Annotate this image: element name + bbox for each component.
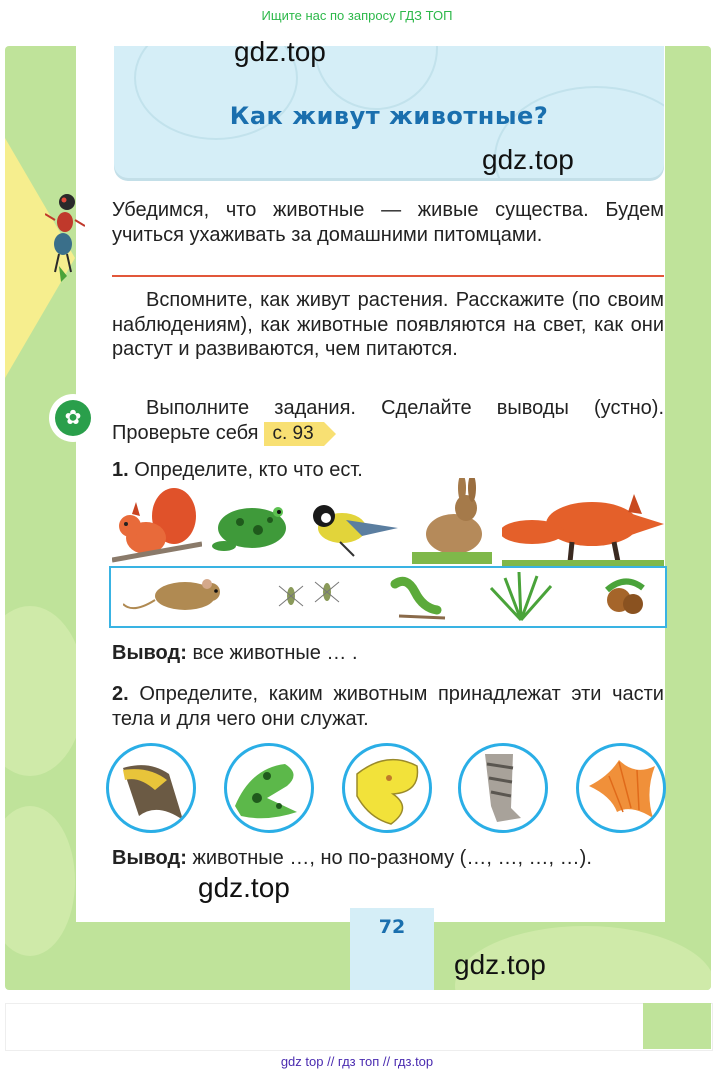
instructions-paragraph — [112, 396, 664, 446]
body-parts-row — [106, 743, 666, 835]
conclusion-1 — [112, 641, 664, 666]
hare-icon — [412, 478, 492, 564]
conclusion-2 — [112, 846, 664, 871]
task-text: Определите, кто что ест. — [134, 459, 363, 481]
frog-icon — [212, 500, 290, 556]
stars-icon: ✿ — [55, 400, 91, 436]
watermark: gdz.top — [482, 144, 574, 175]
watermark: gdz.top — [234, 36, 326, 67]
tit-bird-icon — [302, 498, 402, 558]
bird-wing-icon — [106, 743, 196, 833]
butterfly-wing-icon — [342, 743, 432, 833]
task-number: 2. — [112, 683, 129, 705]
watermark: gdz.top — [454, 949, 546, 980]
mouse-icon — [123, 574, 233, 620]
search-hint-link[interactable]: Ищите нас по запросу ГДЗ ТОП — [261, 8, 453, 23]
page-title: Как живут животные? — [229, 102, 549, 130]
conclusion-text: животные …, но по-разному (…, …, …, …). — [192, 847, 592, 869]
watermark: gdz.top — [198, 872, 290, 903]
task-text: Определите, каким животным принадлежат эти части тела и для чего они служат. — [112, 683, 664, 730]
page-number-tab — [350, 908, 434, 990]
textbook-page — [5, 46, 711, 990]
grass-icon — [485, 570, 557, 622]
insects-icon — [269, 572, 359, 622]
conclusion-text: все животные … . — [192, 642, 358, 664]
next-page-edge — [643, 1003, 711, 1049]
footer-links[interactable]: gdz top // гдз топ // гдз.top — [280, 1054, 434, 1069]
animals-row — [112, 478, 664, 564]
frog-leg-icon — [224, 743, 314, 833]
lesson-goal: Убедимся, что животные — живые существа. Будем учиться ухаживать за домашними питомцами. — [112, 199, 664, 246]
title-banner — [114, 46, 664, 178]
page-number: 72 — [378, 916, 406, 938]
next-page-preview — [5, 1003, 713, 1051]
content-sheet — [76, 46, 665, 922]
caterpillar-icon — [389, 572, 449, 622]
leaf-decoration — [5, 806, 75, 956]
recall-paragraph: Вспомните, как живут растения. Расскажите (по своим наблюдениям), как животные появляются на свет, как они растут и развиваются, чем питаются. — [112, 289, 664, 360]
divider — [112, 275, 664, 277]
ant-mascot-icon — [45, 186, 85, 282]
instructions-text: Выполните задания. Сделайте выводы (устно). Проверьте себя — [112, 397, 664, 444]
self-check-badge — [51, 396, 95, 440]
fox-icon — [502, 486, 664, 566]
squirrel-icon — [112, 486, 202, 564]
hazelnut-icon — [597, 570, 653, 622]
page-reference[interactable]: с. 93 — [264, 422, 323, 446]
conclusion-label: Вывод: — [112, 847, 187, 869]
fish-tail-icon — [576, 743, 666, 833]
cat-leg-icon — [458, 743, 548, 833]
conclusion-label: Вывод: — [112, 642, 187, 664]
top-bar — [0, 0, 714, 34]
food-row — [109, 566, 667, 628]
leaf-decoration — [5, 606, 85, 776]
task-2 — [112, 682, 664, 731]
task-number: 1. — [112, 459, 129, 481]
